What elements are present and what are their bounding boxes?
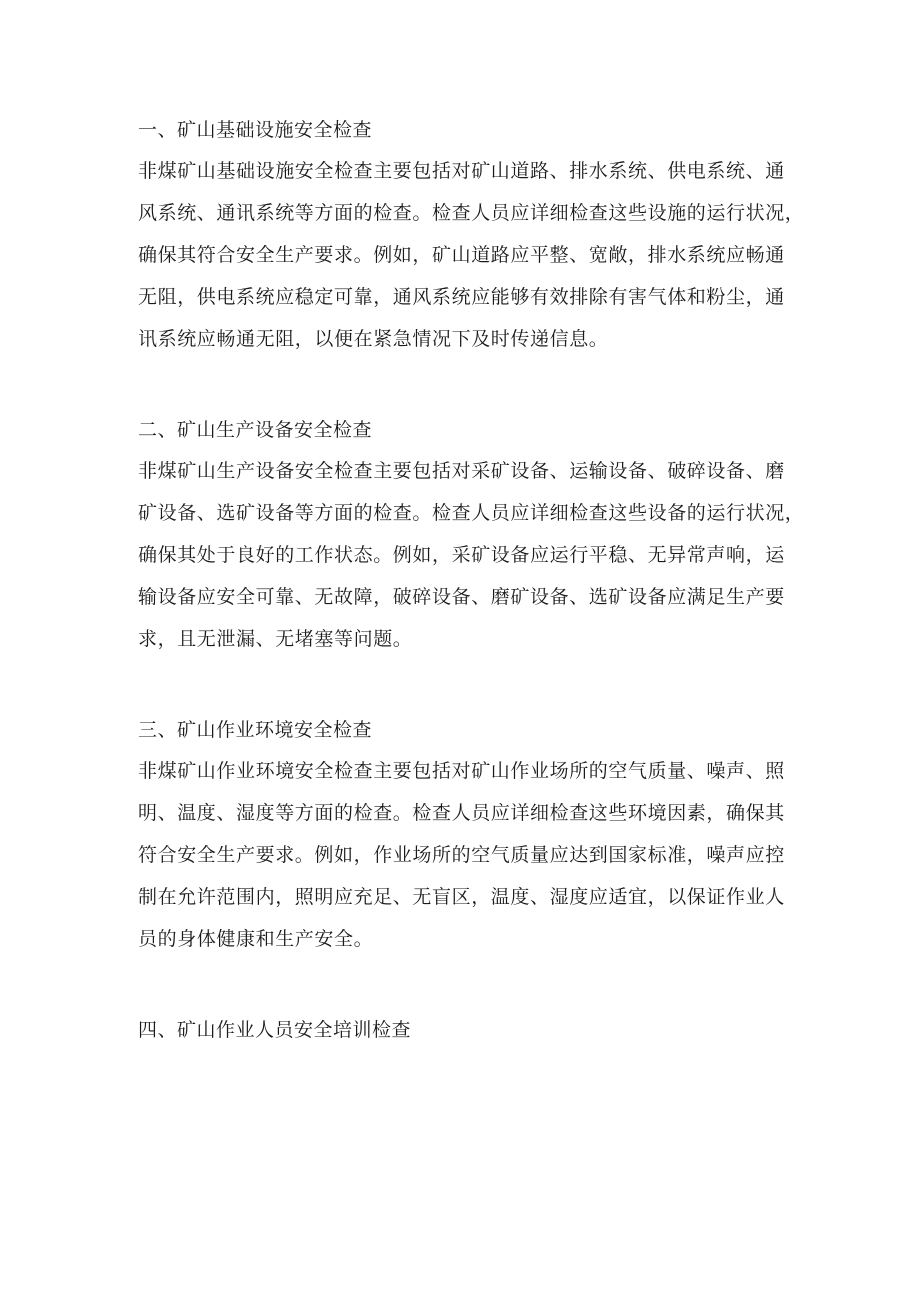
section-paragraph — [138, 150, 805, 360]
text-line: 无阻，供电系统应稳定可靠，通风系统应能够有效排除有害气体和粉尘，通 — [138, 286, 785, 308]
text-line: 输设备应安全可靠、无故障，破碎设备、磨矿设备、选矿设备应满足生产要 — [138, 586, 785, 608]
section-equipment — [138, 410, 805, 660]
section-heading: 三、矿山作业环境安全检查 — [138, 719, 373, 741]
text-line: 非煤矿山生产设备安全检查主要包括对采矿设备、运输设备、破碎设备、磨 — [138, 460, 785, 482]
text-line: 确保其处于良好的工作状态。例如，采矿设备应运行平稳、无异常声响，运 — [138, 544, 785, 566]
text-line: 非煤矿山作业环境安全检查主要包括对矿山作业场所的空气质量、噪声、照 — [138, 760, 785, 782]
section-heading: 一、矿山基础设施安全检查 — [138, 119, 373, 141]
text-line: 明、温度、湿度等方面的检查。检查人员应详细检查这些环境因素，确保其 — [138, 802, 785, 824]
document-page — [138, 110, 805, 1050]
text-line: 讯系统应畅通无阻，以便在紧急情况下及时传递信息。 — [138, 328, 609, 350]
text-line: 矿设备、选矿设备等方面的检查。检查人员应详细检查这些设备的运行状况， — [138, 502, 805, 524]
section-heading: 二、矿山生产设备安全检查 — [138, 419, 373, 441]
text-line: 确保其符合安全生产要求。例如，矿山道路应平整、宽敞，排水系统应畅通 — [138, 244, 785, 266]
section-paragraph — [138, 450, 805, 660]
text-line: 符合安全生产要求。例如，作业场所的空气质量应达到国家标准，噪声应控 — [138, 844, 785, 866]
section-infrastructure — [138, 110, 805, 360]
text-line: 风系统、通讯系统等方面的检查。检查人员应详细检查这些设施的运行状况， — [138, 202, 805, 224]
text-line: 员的身体健康和生产安全。 — [138, 928, 374, 950]
text-line: 求，且无泄漏、无堵塞等问题。 — [138, 628, 413, 650]
text-line: 制在允许范围内，照明应充足、无盲区，温度、湿度应适宜，以保证作业人 — [138, 886, 785, 908]
text-line: 非煤矿山基础设施安全检查主要包括对矿山道路、排水系统、供电系统、通 — [138, 160, 785, 182]
section-paragraph — [138, 750, 798, 960]
section-heading: 四、矿山作业人员安全培训检查 — [138, 1019, 412, 1041]
section-training — [138, 1010, 798, 1050]
section-environment — [138, 710, 798, 960]
